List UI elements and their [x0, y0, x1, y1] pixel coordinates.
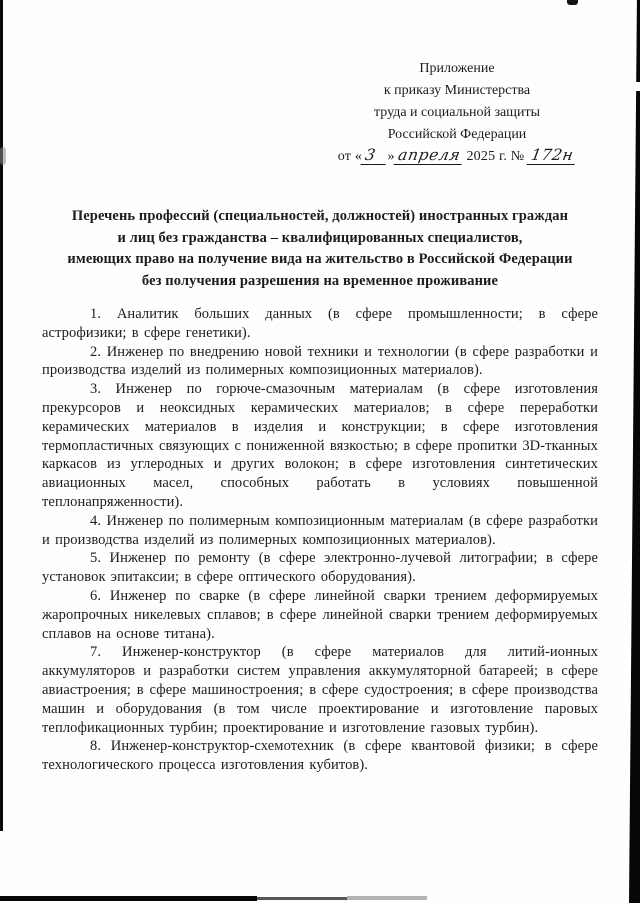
- scan-artifact-right-edge: [629, 0, 640, 903]
- list-item-8: 8. Инженер-конструктор-схемотехник (в сфере квантовой физики; в сфере технологического процесса изготовления кубитов).: [42, 738, 598, 774]
- scan-artifact-bottom-bar: [0, 896, 257, 901]
- list-item-6: 6. Инженер по сварке (в сфере линейной сварки трением деформируемых жаропрочных никелевых сплавов; в сфере линейной сварки трением деформируемых сплавов на основе титана).: [42, 587, 598, 642]
- date-close-quote: »: [387, 149, 395, 164]
- scan-artifact-right-edge-gap: [636, 82, 640, 91]
- document-header: [337, 58, 577, 168]
- title-line-2: и лиц без гражданства – квалифицированных специалистов,: [117, 229, 523, 246]
- scan-artifact-bottom-bar-fade: [257, 897, 347, 900]
- header-line-ministry: труда и социальной защиты: [374, 105, 540, 120]
- header-date-line: [337, 146, 577, 168]
- header-line-rf: Российской Федерации: [387, 127, 527, 142]
- document-body: [42, 305, 598, 775]
- list-item-7: 7. Инженер-конструктор (в сфере материалов для литий-ионных аккумуляторов и разработки систем управления аккумуляторной батареей; в сфере авиастроения; в сфере машиностроения; в сфере судостроения; в сфере производства машин и оборудования (в том числе проектирование и изготовление паровых теплофикационных турбин; проектирование и изготовление газовых турбин).: [42, 644, 598, 736]
- title-line-3: имеющих право на получение вида на жительство в Российской Федерации: [67, 251, 573, 267]
- scan-artifact-bottom-bar-smudge: [347, 896, 427, 900]
- scan-artifact-top-right-mark: [567, 0, 578, 5]
- header-line-prilozhenie: Приложение: [419, 61, 495, 76]
- title-line-4: без получения разрешения на временное проживание: [141, 272, 499, 289]
- scan-artifact-left-edge: [0, 0, 3, 831]
- title-line-1: Перечень профессий (специальностей, должностей) иностранных граждан: [71, 208, 569, 224]
- list-item-4: 4. Инженер по полимерным композиционным материалам (в сфере разработки и производства изделий из полимерных композиционных материалов).: [42, 512, 598, 548]
- list-item-5: 5. Инженер по ремонту (в сфере электронно-лучевой литографии; в сфере установок эпитаксии; в сфере оптического оборудования).: [42, 550, 598, 586]
- date-year-number-label: 2025 г. №: [466, 149, 525, 164]
- scan-artifact-left-smudge: [0, 147, 6, 165]
- list-item-1: 1. Аналитик больших данных (в сфере промышленности; в сфере астрофизики; в сфере генетики).: [42, 306, 598, 341]
- header-line-k-prikazu: к приказу Министерства: [383, 83, 531, 98]
- document-title: [35, 206, 605, 292]
- list-item-2: 2. Инженер по внедрению новой техники и технологии (в сфере разработки и производства изделий из полимерных композиционных материалов).: [42, 343, 598, 379]
- date-month-handwritten: апреля: [393, 148, 464, 165]
- order-number-handwritten: 172н: [527, 148, 578, 165]
- date-day-handwritten: 3: [361, 148, 389, 165]
- list-item-3: 3. Инженер по горюче-смазочным материалам (в сфере изготовления прекурсоров и неоксидных керамических материалов; в сфере переработки керамических материалов в изделия и конструкции; в сфере изготовления термопластичных связующих с пониженной вязкостью; в сфере пропитки 3D-тканных каркасов из углеродных и других волокон; в сфере изготовления синтетических авиационных масел, способных работать в условиях повышенной теплонапряженности).: [42, 381, 598, 510]
- date-prefix: от «: [337, 149, 363, 164]
